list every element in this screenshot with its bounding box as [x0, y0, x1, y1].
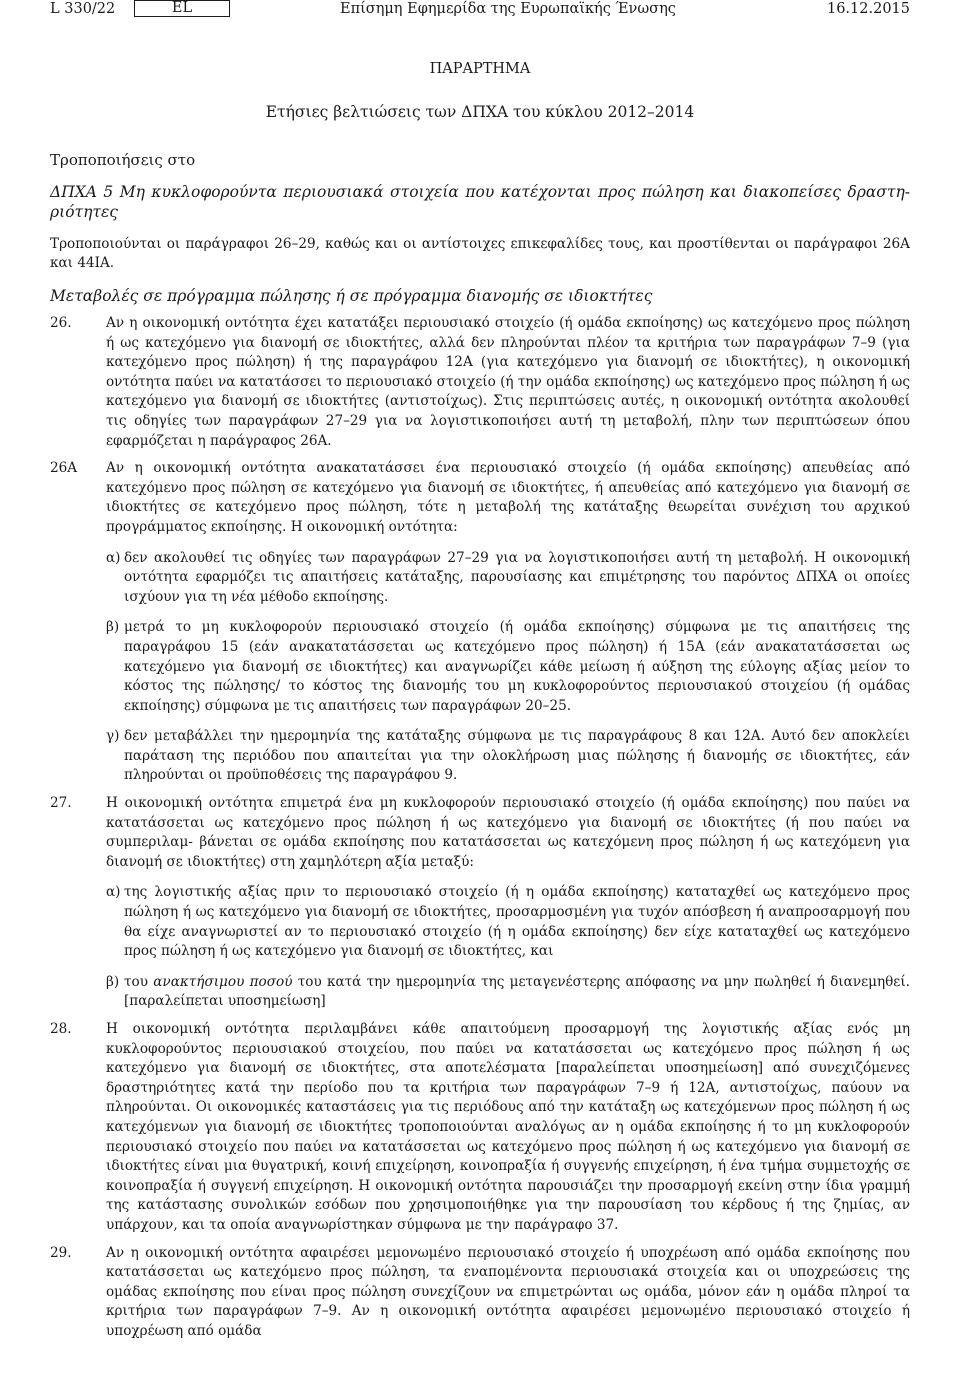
- list-item-label: β): [106, 619, 120, 636]
- intro-text: Τροποποιούνται οι παράγραφοι 26–29, καθώς και οι αντίστοιχες επικεφαλίδες τους, και προστίθενται οι παράγραφοι 26Α και 44ΙΑ.: [50, 236, 910, 271]
- annex-title: ΠΑΡΑΡΤΗΜΑ: [429, 61, 531, 77]
- paragraph-text: Αν η οικονομική οντότητα έχει κατατάξει περιουσιακό στοιχείο (ή ομάδα εκποίησης) ως κατεχόμενο προς πώληση ή ως κατεχόμενο για διανομή σε ιδιοκτήτες, αλλά δεν πληρούνται πλέον τα κριτήρια των παραγράφων 7–9 (για κατεχόμενο προς πώληση) ή της παραγράφου 12Α (για κατεχόμενο για διανομή σε ιδιοκτήτες), η οικονομική οντότητα παύει να κατατάσσει το περιουσιακό στοιχείο (ή την ομάδα εκποίησης) ως κατεχόμενο προς πώληση ή ως κατεχόμενο για διανομή σε ιδιοκτήτες (αντιστοίχως). Στις περιπτώσεις αυτές, η οικονομική οντότητα ακολουθεί τις οδηγίες των παραγράφων 27–29 για να λογιστικοποιήσει αυτή τη μεταβολή, πλην των περιπτώσεων όπου εφαρμόζεται η παράγραφος 26Α.: [106, 315, 910, 449]
- list-item-label: γ): [106, 728, 120, 745]
- paragraph-text: Αν η οικονομική οντότητα ανακατατάσσει ένα περιουσιακό στοιχείο (ή ομάδα εκποίησης) απευθείας από κατεχόμενο προς πώληση σε κατεχόμενο για διανομή σε ιδιοκτήτες, ή απευθείας από κατεχόμενο για διανομή σε ιδιοκτήτες σε κατεχόμενο προς πώληση, τότε η μεταβολή της κατάταξης θεωρείται συνέχιση του αρχικού προγράμματος εκποίησης. Η οικονομική οντότητα:: [106, 460, 910, 535]
- text-segment: του: [124, 973, 154, 990]
- paragraph-body: [106, 459, 910, 786]
- list-item-text: [124, 727, 910, 786]
- text-segment: δεν μεταβάλλει την ημερομηνία της κατάταξης σύμφωνα με τις παραγράφους 8 και 12Α. Αυτό δεν αποκλείει παράταση της περιόδου που απαιτείται για την ολοκλήρωση μιας πώλησης ή διανομής σε ιδιοκτήτες, εάν πληρούνται οι προϋποθέσεις της παραγράφου 9.: [124, 728, 910, 784]
- italic-term: ανακτήσιμου ποσού: [153, 973, 293, 990]
- text-segment: της λογιστικής αξίας πριν το περιουσιακό στοιχείο (ή η ομάδα εκποίησης) καταταχθεί ως κατεχόμενο προς πώληση ή ως κατεχόμενο για διανομή σε ιδιοκτήτες, προσαρμοσμένη για τυχόν απόσβεση ή αναπροσαρμογή που θα είχε αναγνωριστεί αν το περιουσιακό στοιχείο (ή η ομάδα εκποίησης) δεν είχε καταταχθεί ως κατεχόμενο προς πώληση ή ως κατεχόμενο για διανομή σε ιδιοκτήτες, και: [124, 884, 910, 960]
- list-item: [106, 973, 910, 1012]
- standard-title: ΔΠΧΑ 5 Μη κυκλοφορούντα περιουσιακά στοιχεία που κατέχονται προς πώληση και διακοπείσες δραστη- ριότητες: [50, 183, 910, 221]
- paragraph-body: [106, 1020, 910, 1236]
- page-reference: L 330/22: [50, 1, 116, 17]
- list-item: [106, 727, 910, 786]
- publication-date: 16.12.2015: [826, 1, 910, 17]
- paragraph-number: 26Α: [50, 460, 78, 477]
- paragraph-body: [106, 794, 910, 1012]
- paragraph-number: 26.: [50, 315, 72, 331]
- paragraph-text: Αν η οικονομική οντότητα αφαιρέσει μεμονωμένο περιουσιακό στοιχείο ή υποχρέωση από ομάδα εκποίησης που κατατάσσεται ως κατεχόμενο προς πώληση, τα εναπομένοντα περιουσιακά στοιχεία και οι υποχρεώσεις της ομάδας εκποίησης που είναι προς πώληση συνεχίζουν να επιμετρώνται ως ομάδα, μόνον εάν η ομάδα πληροί τα κριτήρια των παραγράφων 7–9. Αν η οικονομική οντότητα αφαιρέσει μεμονωμένο περιουσιακό στοιχείο ή υποχρέωση από ομάδα: [106, 1244, 910, 1339]
- list-item-text: [124, 973, 910, 1012]
- paragraph-list: [50, 314, 910, 1342]
- language-box: EL: [134, 0, 230, 17]
- paragraph-text: Η οικονομική οντότητα περιλαμβάνει κάθε απαιτούμενη προσαρμογή της λογιστικής αξίας ενός μη κυκλοφορούντος περιουσιακού στοιχείου, που παύει να κατατάσσεται ως κατεχόμενο προς πώληση ή ως κατεχόμενο για διανομή σε ιδιοκτήτες, στα αποτελέσματα [παραλείπεται υποσημείωση] από συνεχιζόμενες δραστηριότητες κατά την περίοδο που τα κριτήρια των παραγράφων 7–9 ή 12Α, αντιστοίχως, παύουν να πληρούνται. Οι οικονομικές καταστάσεις για τις περιόδους από την κατάταξη ως κατεχόμενων προς πώληση ή ως κατεχόμενων για διανομή σε ιδιοκτήτες τροποποιούνται αναλόγως αν η ομάδα εκποίησης ή το μη κυκλοφορούν περιουσιακό στοιχείο που παύει να κατατάσσεται ως κατεχόμενο προς πώληση ή ως κατεχόμενο για διανομή σε ιδιοκτήτες είναι μια θυγατρική, κοινή επιχείρηση, κοινοπραξία ή συγγενής επιχείρηση, ή ένα τμήμα συμμετοχής σε κοινοπραξία ή συγγενή επιχείρηση. Η οικονομική οντότητα παρουσιάζει την προσαρμογή εκείνη στην ίδια γραμμή της κατάστασης συνολικών εσόδων που χρησιμοποιήθηκε για την παρουσίαση του κέρδους ή της ζημίας, αν υπάρχουν, και τα οποία αναγνωρίστηκαν σύμφωνα με την παράγραφο 37.: [106, 1021, 910, 1233]
- list-item: [106, 883, 910, 961]
- annex-subtitle: Ετήσιες βελτιώσεις των ΔΠΧΑ του κύκλου 2012–2014: [265, 103, 695, 121]
- paragraph-number: 28.: [50, 1021, 72, 1037]
- list-item-label: α): [106, 884, 121, 901]
- list-item-label: α): [106, 549, 121, 566]
- amendments-intro: Τροποποιήσεις στο: [50, 151, 196, 169]
- paragraph: [50, 1244, 910, 1342]
- paragraph-number: 27.: [50, 795, 72, 812]
- list-item-text: [124, 549, 910, 608]
- paragraph: [50, 459, 910, 786]
- paragraph: [50, 794, 910, 1012]
- list-item-text: [124, 618, 910, 716]
- list-item-text: [124, 883, 910, 961]
- list-item-label: β): [106, 973, 120, 990]
- paragraph: [50, 1020, 910, 1236]
- paragraph-number: 29.: [50, 1244, 72, 1261]
- journal-header: [50, 0, 910, 30]
- text-segment: δεν ακολουθεί τις οδηγίες των παραγράφων 27–29 για να λογιστικοποιήσει αυτή τη μεταβολή. Η οικονομική οντότητα εφαρμόζει τις απαιτήσεις κατάταξης, παρουσίασης και επιμέτρησης του παρόντος ΔΠΧΑ οι οποίες ισχύουν για τη νέα μέθοδο εκποίησης.: [124, 549, 910, 605]
- text-segment: μετρά το μη κυκλοφορούν περιουσιακό στοιχείο (ή ομάδα εκποίησης) σύμφωνα με τις απαιτήσεις της παραγράφου 15 (εάν ανακατατάσσεται ως κατεχόμενο προς πώληση) ή 15Α (εάν ανακατατάσσεται ως κατεχόμενο για διανομή σε ιδιοκτήτες) και αναγνωρίζει κάθε μείωση ή αύξηση της εύλογης αξίας μείον το κόστος της πώλησης/ το κόστος της διανομής του μη κυκλοφορούντος περιουσιακού στοιχείου (ή ομάδας εκποίησης) σύμφωνα με τις απαιτήσεις των παραγράφων 20–25.: [124, 619, 910, 714]
- list-item: [106, 549, 910, 608]
- paragraph-text: Η οικονομική οντότητα επιμετρά ένα μη κυκλοφορούν περιουσιακό στοιχείο (ή ομάδα εκποίησης) που παύει να κατατάσσεται ως κατεχόμενο προς πώληση ή ως κατεχόμενο για διανομή σε ιδιοκτήτες (ή που παύει να συμπεριλαμ- βάνεται σε ομάδα εκποίησης που κατατάσσεται ως κατεχόμενη προς πώληση ή ως κατεχόμενη για διανομή σε ιδιοκτήτες) στη χαμηλότερη αξία μεταξύ:: [106, 795, 910, 870]
- section-heading: Μεταβολές σε πρόγραμμα πώλησης ή σε πρόγραμμα διανομής σε ιδιοκτήτες: [50, 287, 653, 305]
- text-segment: του κατά την ημερομηνία της μεταγενέστερης απόφασης να μην πωληθεί ή διανεμηθεί. [παραλείπεται υποσημείωση]: [124, 973, 910, 1010]
- journal-name: Επίσημη Εφημερίδα της Ευρωπαϊκής Ένωσης: [340, 1, 676, 17]
- paragraph: [50, 314, 910, 451]
- paragraph-body: [106, 1244, 910, 1342]
- document-page: [50, 0, 910, 1342]
- paragraph-body: [106, 314, 910, 451]
- list-item: [106, 618, 910, 716]
